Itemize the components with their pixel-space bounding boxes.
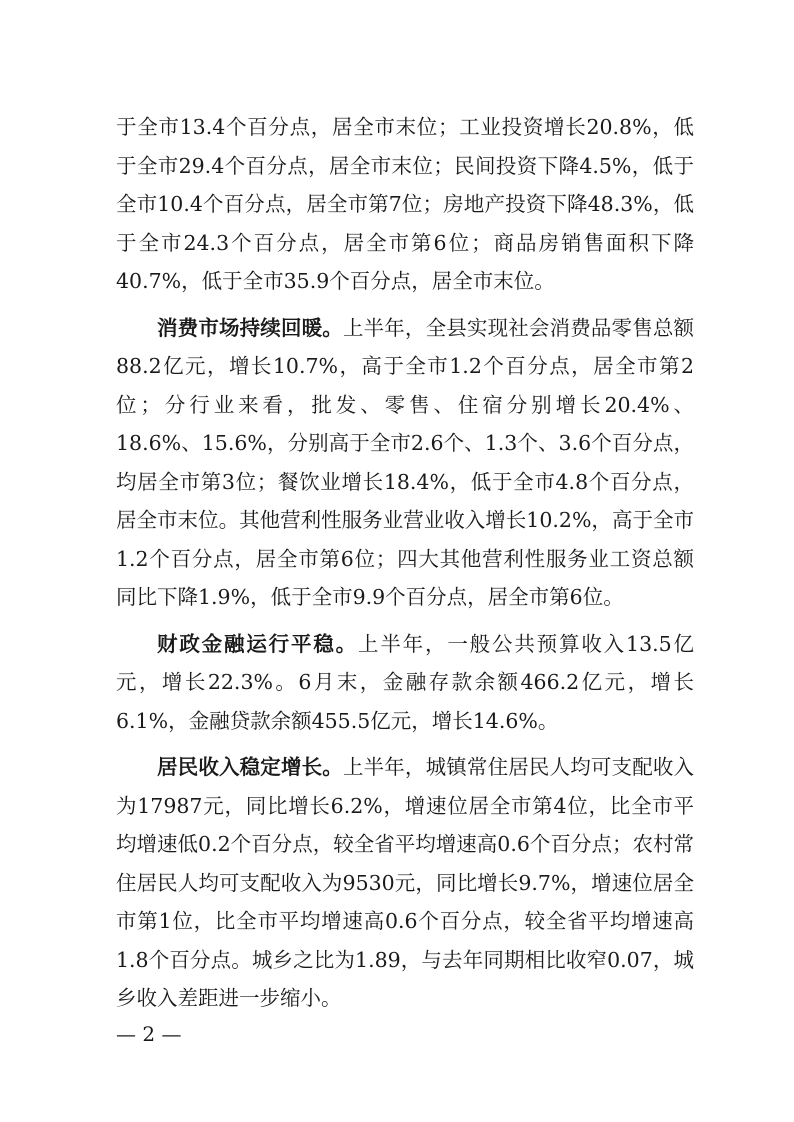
- paragraph-text: 上半年，全县实现社会消费品零售总额88.2亿元，增长10.7%，高于全市1.2个百分点，居全市第2位；分行业来看，批发、零售、住宿分别增长20.4%、18.6%、15.6%，分别高于全市2.6个、1.3个、3.6个百分点，均居全市第3位；餐饮业增长18.4%，低于全市4.8个百分点，居全市末位。其他营利性服务业营业收入增长10.2%，高于全市1.2个百分点，居全市第6位；四大其他营利性服务业工资总额同比下降1.9%，低于全市9.9个百分点，居全市第6位。: [116, 315, 695, 609]
- paragraph-text: 上半年，城镇常住居民人均可支配收入为17987元，同比增长6.2%，增速位居全市第4位，比全市平均增速低0.2个百分点，较全省平均增速高0.6个百分点；农村常住居民人均可支配收入为9530元，同比增长9.7%，增速位居全市第1位，比全市平均增速高0.6个百分点，较全省平均增速高1.8个百分点。城乡之比为1.89，与去年同期相比收窄0.07，城乡收入差距进一步缩小。: [116, 755, 695, 1010]
- paragraph-consumption: [116, 309, 694, 617]
- paragraph-income: [116, 748, 694, 1018]
- paragraph-heading: 消费市场持续回暖。: [157, 315, 343, 340]
- paragraph-text: 于全市13.4个百分点，居全市末位；工业投资增长20.8%，低于全市29.4个百分点，居全市末位；民间投资下降4.5%，低于全市10.4个百分点，居全市第7位；房地产投资下降48.3%，低于全市24.3个百分点，居全市第6位；商品房销售面积下降40.7%，低于全市35.9个百分点，居全市末位。: [116, 115, 694, 293]
- paragraph-heading: 财政金融运行平稳。: [157, 631, 359, 656]
- paragraph-heading: 居民收入稳定增长。: [157, 755, 343, 779]
- document-body: [116, 108, 694, 1018]
- page-number: — 2 —: [116, 1022, 182, 1046]
- paragraph-text: 上半年，一般公共预算收入13.5亿元，增长22.3%。6月末，金融存款余额466.2亿元，增长6.1%，金融贷款余额455.5亿元，增长14.6%。: [116, 631, 694, 733]
- paragraph-investment: [116, 108, 694, 301]
- paragraph-finance: [116, 625, 694, 741]
